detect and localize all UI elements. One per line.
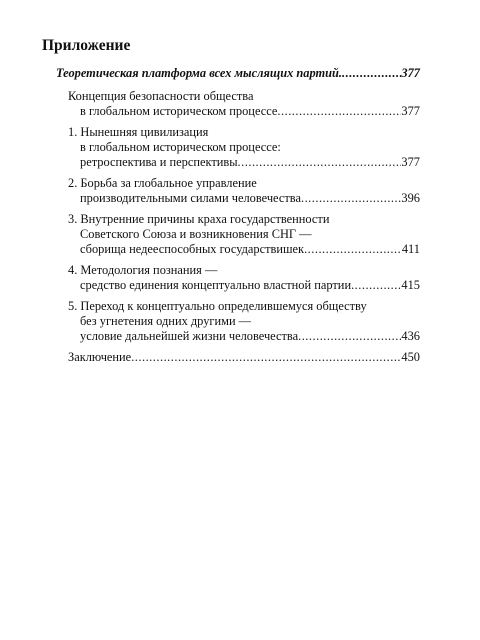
toc-entry-line: 3. Внутренние причины краха государственности [68,212,330,226]
toc-main-entry [56,66,420,81]
toc-leader-dots [304,242,402,257]
toc-entry-line: Советского Союза и возникновения СНГ — [80,227,312,241]
toc-entry-last-line [80,104,420,119]
toc-entry-page: 377 [401,155,420,169]
toc-leader-dots [298,329,401,344]
toc-entry-line: без угнетения одних другими — [80,314,252,328]
toc-entry-last-line [80,155,420,170]
toc-entry-line: 5. Переход к концептуально определившемуся обществу [68,299,367,313]
appendix-heading: Приложение [42,37,131,54]
toc-entry-text: производительными силами человечества [80,191,301,205]
toc-entry-page: 436 [401,329,420,343]
toc-entry-text: в глобальном историческом процессе [80,104,278,118]
toc-entry-text: Заключение [68,350,132,364]
toc-conclusion [68,350,420,365]
toc-entry-last-line [80,278,420,293]
toc-entry-page: 377 [401,104,420,118]
toc-entry-line: в глобальном историческом процессе: [80,140,281,154]
toc-entry-last-line [80,329,420,344]
toc-entry-text: условие дальнейшей жизни человечества [80,329,299,343]
toc-entry-line: Концепция безопасности общества [68,89,254,103]
toc-main-entry-title: Теоретическая платформа всех мыслящих партий. [56,66,343,80]
toc-entry-line: 2. Борьба за глобальное управление [68,176,257,190]
toc-entry-text: средство единения концептуально властной партии [80,278,352,292]
toc-leader-dots [131,350,401,365]
toc-main-entry-page: 377 [401,66,420,80]
toc-entry-text: сборища недееспособных государствишек [80,242,305,256]
toc-entry-last-line [80,191,420,206]
toc-entry-last-line [80,242,420,257]
toc-entry-page: 450 [401,350,420,364]
toc-entry-text: ретроспектива и перспективы [80,155,238,169]
toc-leader-dots [301,191,401,206]
toc-leader-dots [277,104,401,119]
toc-leader-dots [238,155,402,170]
toc-entry-line: 1. Нынешняя цивилизация [68,125,209,139]
toc-leader-dots [342,66,401,81]
toc-entry-page: 415 [401,278,420,292]
toc-leader-dots [351,278,401,293]
toc-entry-page: 396 [401,191,420,205]
toc-entry-page: 411 [401,242,420,256]
toc-entry-line: 4. Методология познания — [68,263,218,277]
